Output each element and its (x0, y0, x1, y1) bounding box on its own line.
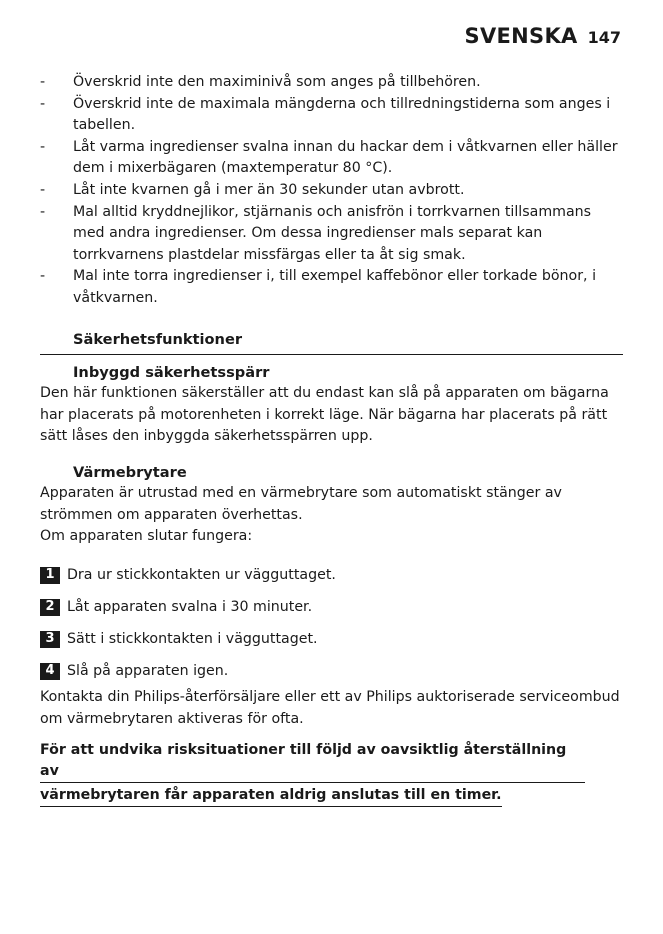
precautions-list (40, 72, 620, 310)
section-heading (40, 330, 623, 355)
bullet-dash: - (40, 74, 46, 90)
list-item (40, 137, 620, 180)
bullet-dash: - (40, 203, 46, 220)
bullet-dash: - (40, 181, 46, 198)
warning-line-2: värmebrytaren får apparaten aldrig anslutas till en timer. (40, 785, 502, 807)
step-text: Slå på apparaten igen. (67, 663, 229, 679)
thermal-cutout-section (40, 462, 623, 548)
list-item-text: Mal inte torra ingredienser i, till exempel kaffebönor eller torkade bönor, i våtkvarnen. (73, 268, 597, 306)
list-item (40, 202, 620, 267)
safety-lock-body: Den här funktionen säkerställer att du endast kan slå på apparaten om bägarna har placerats på motorenheten i korrekt läge. När bägarna har placerats på rätt sätt låses den inbyggda säkerhetsspärren upp. (40, 385, 609, 445)
list-item-text: Överskrid inte den maximinivå som anges på tillbehören. (73, 74, 481, 90)
list-item-text: Låt varma ingredienser svalna innan du hackar dem i våtkvarnen eller häller dem i mixerbägaren (maxtemperatur 80 °C). (73, 138, 618, 177)
step-text: Sätt i stickkontakten i vägguttaget. (67, 631, 318, 647)
step-item (40, 661, 623, 681)
list-item-text: Låt inte kvarnen gå i mer än 30 sekunder utan avbrott. (73, 181, 465, 198)
steps-list (40, 565, 623, 681)
step-number-badge: 2 (40, 599, 60, 616)
language-label: SVENSKA (464, 24, 578, 48)
step-number-badge: 4 (40, 663, 60, 680)
step-item (40, 597, 623, 617)
warning-line-1: För att undvika risksituationer till följd av oavsiktlig återställning av (40, 740, 585, 783)
page-header (465, 24, 621, 48)
list-item (40, 72, 620, 94)
page-number: 147 (587, 28, 621, 47)
step-number-badge: 1 (40, 567, 60, 584)
step-text: Låt apparaten svalna i 30 minuter. (67, 599, 313, 615)
list-item-text: Mal alltid kryddnejlikor, stjärnanis och anisfrön i torrkvarnen tillsammans med andra ingredienser. Om dessa ingredienser mals separat kan torrkvarnens plastdelar missfärgas eller ta åt sig smak. (73, 203, 592, 263)
service-note: Kontakta din Philips-återförsäljare eller ett av Philips auktoriserade serviceombud om värmebrytaren aktiveras för ofta. (40, 689, 620, 727)
step-text: Dra ur stickkontakten ur vägguttaget. (67, 567, 336, 583)
step-item (40, 565, 623, 585)
list-item (40, 180, 620, 202)
warning-box (40, 740, 600, 807)
list-item (40, 266, 620, 309)
thermal-cutout-title: Värmebrytare (73, 464, 187, 481)
step-number-badge: 3 (40, 631, 60, 648)
safety-lock-title: Inbyggd säkerhetsspärr (73, 364, 270, 381)
bullet-dash: - (40, 138, 46, 155)
thermal-cutout-body: Apparaten är utrustad med en värmebrytare som automatiskt stänger av strömmen om apparaten överhettas. (40, 485, 562, 523)
safety-lock-section (40, 362, 623, 448)
thermal-cutout-intro: Om apparaten slutar fungera: (40, 528, 253, 545)
list-item (40, 94, 620, 137)
bullet-dash: - (40, 95, 46, 112)
list-item-text: Överskrid inte de maximala mängderna och tillredningstiderna som anges i tabellen. (73, 95, 611, 134)
step-item (40, 629, 623, 649)
section-heading-text: Säkerhetsfunktioner (73, 331, 243, 348)
bullet-dash: - (40, 268, 46, 285)
